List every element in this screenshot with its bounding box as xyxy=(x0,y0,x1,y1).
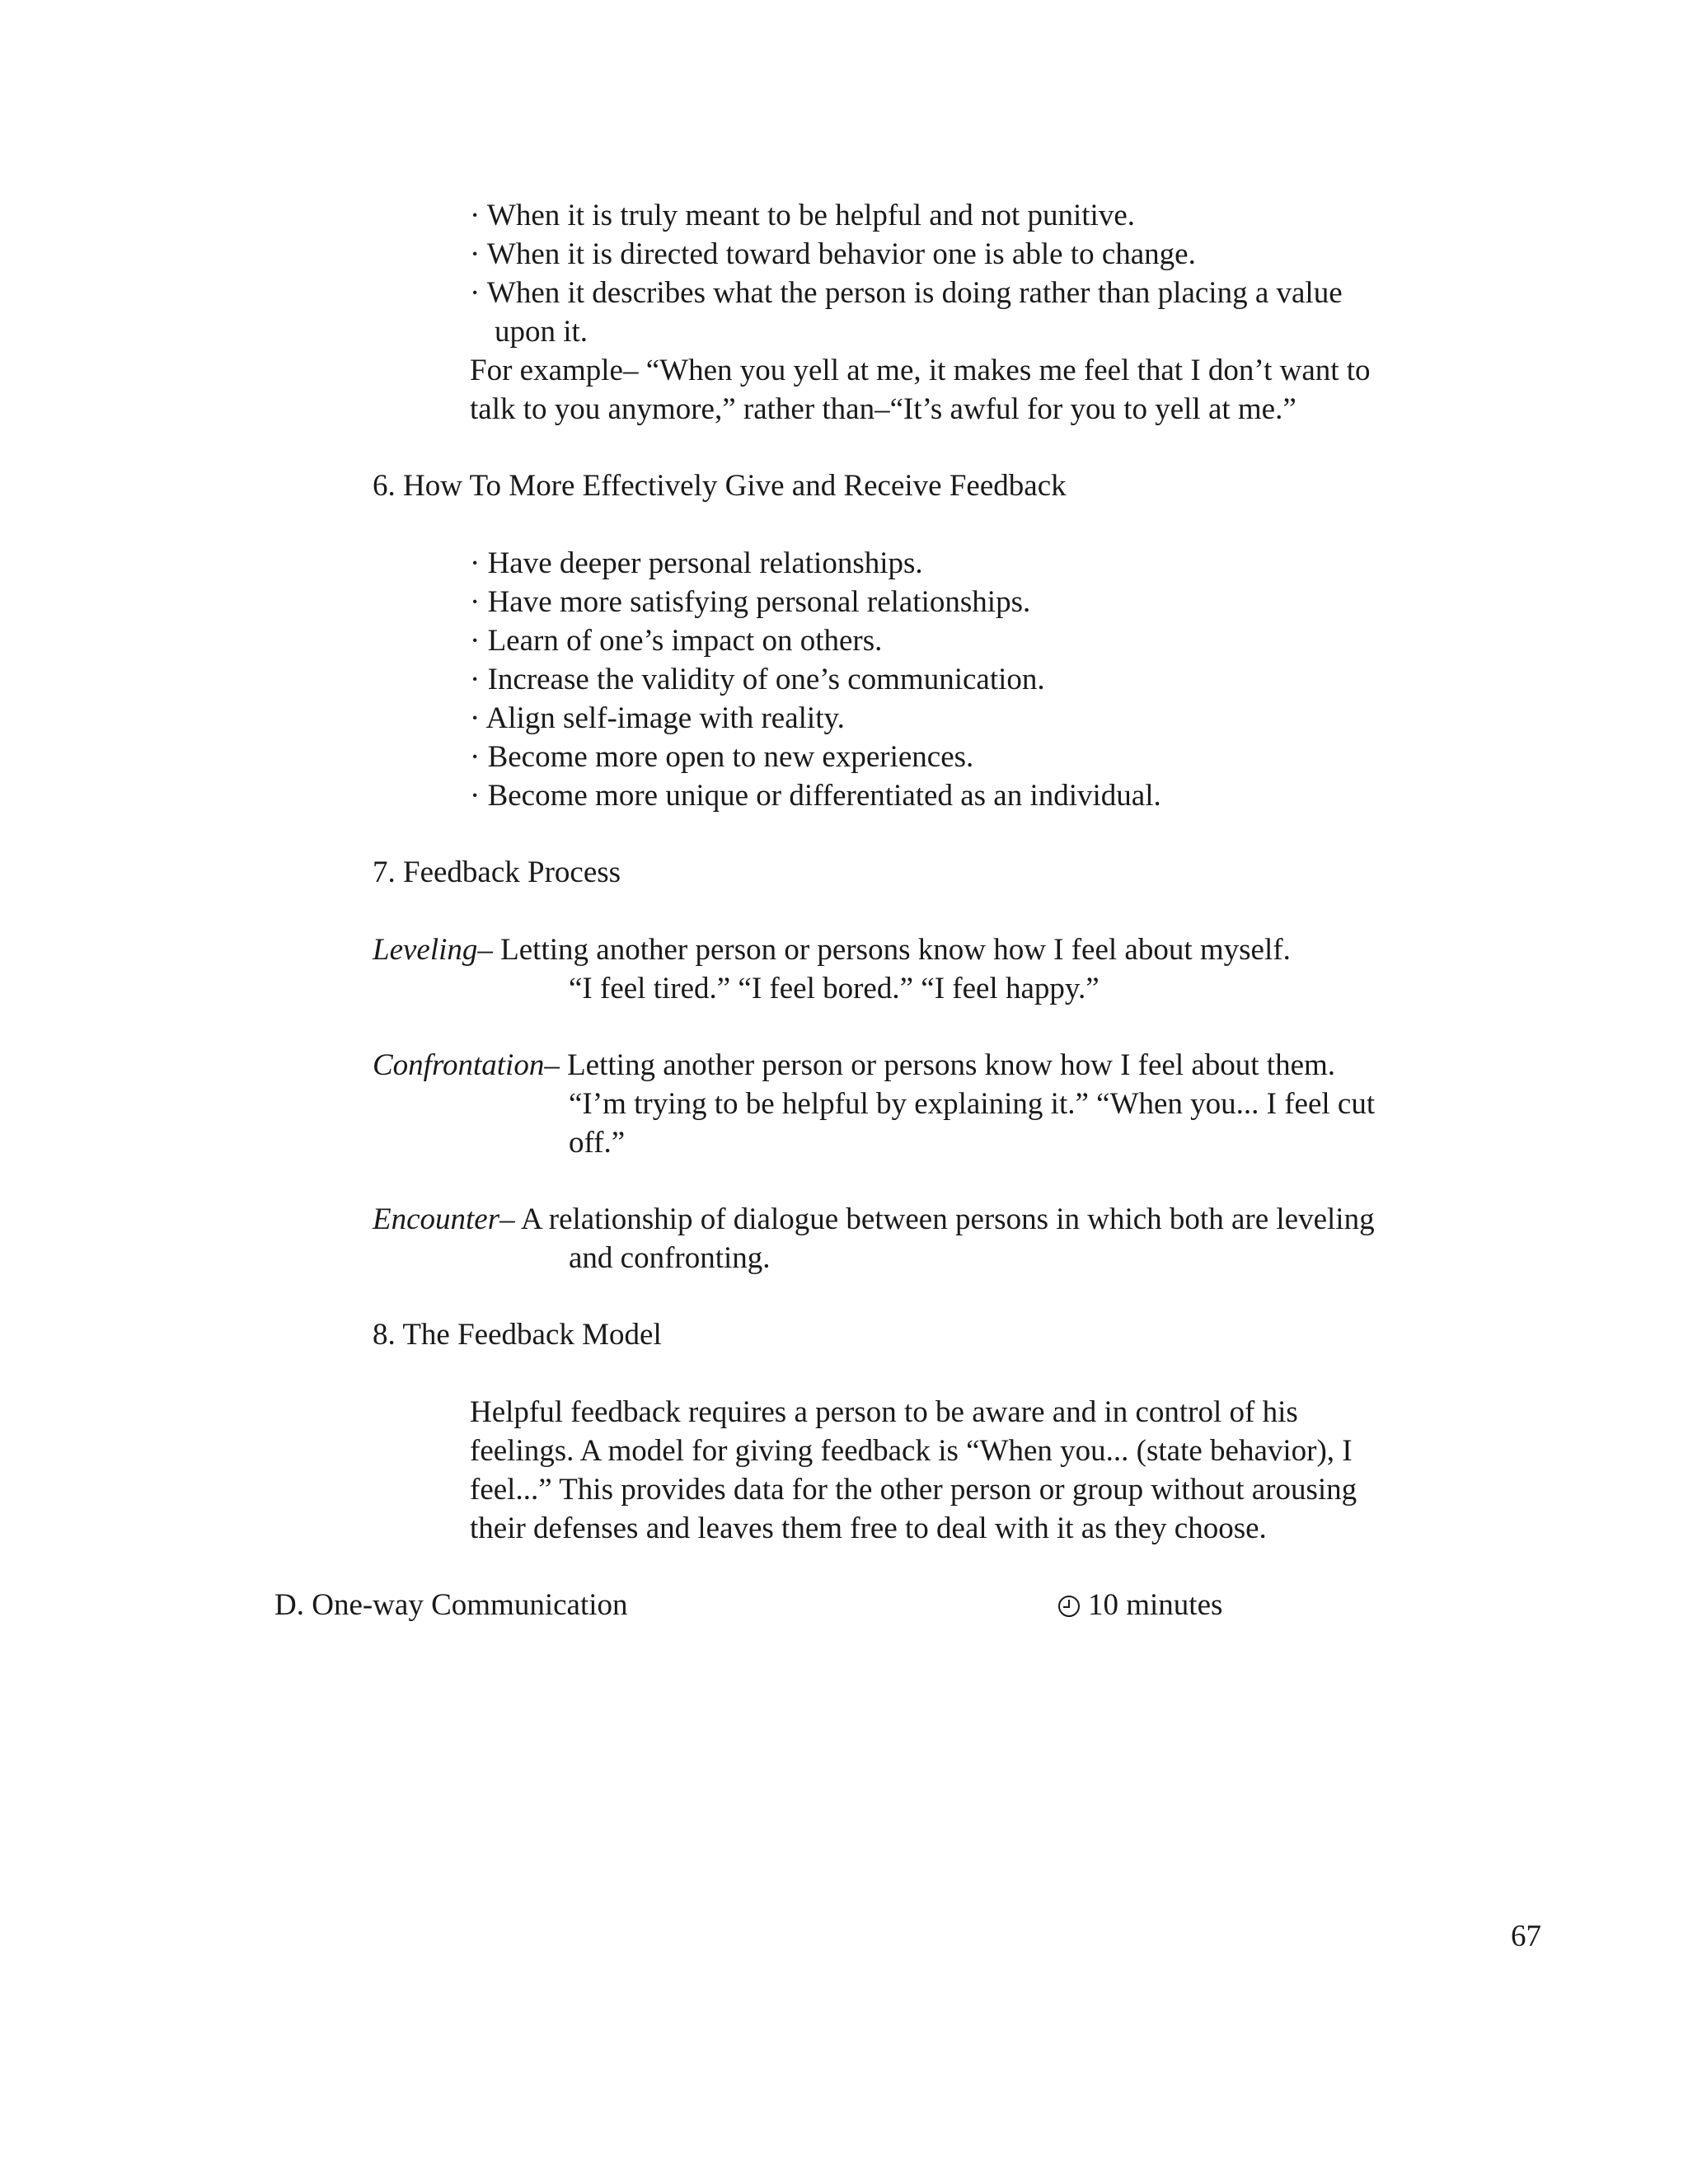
section-d-heading: D. One-way Communication xyxy=(274,1588,628,1622)
section-7-heading: 7. Feedback Process xyxy=(373,855,621,889)
example-line-2: talk to you anymore,” rather than–“It’s awful for you to yell at me.” xyxy=(470,392,1296,426)
list-item: · Become more unique or differentiated as an individual. xyxy=(470,779,1161,813)
leveling-definition xyxy=(373,930,1291,969)
duration-text: 10 minutes xyxy=(1088,1588,1223,1622)
bullet-describes-cont: upon it. xyxy=(495,315,588,349)
model-paragraph-line-3: feel...” This provides data for the other person or group without arousing xyxy=(470,1473,1357,1507)
list-item: · Learn of one’s impact on others. xyxy=(470,624,883,658)
list-item: · Have deeper personal relationships. xyxy=(470,546,923,580)
page-number: 67 xyxy=(1511,1919,1541,1953)
leveling-term: Leveling xyxy=(373,933,478,967)
list-item: · Have more satisfying personal relationships. xyxy=(470,585,1031,619)
example-line-1: For example– “When you yell at me, it makes me feel that I don’t want to xyxy=(470,354,1371,387)
list-item: · Become more open to new experiences. xyxy=(470,740,974,774)
bullet-directed: · When it is directed toward behavior one is able to change. xyxy=(470,237,1196,271)
leveling-text: – Letting another person or persons know how I feel about myself. xyxy=(477,933,1291,967)
duration xyxy=(1058,1586,1222,1624)
encounter-cont: and confronting. xyxy=(569,1241,771,1275)
confrontation-example-1: “I’m trying to be helpful by explaining it.” “When you... I feel cut xyxy=(569,1087,1376,1121)
bullet-helpful: · When it is truly meant to be helpful and not punitive. xyxy=(470,199,1135,232)
encounter-term: Encounter xyxy=(373,1202,500,1236)
model-paragraph-line-2: feelings. A model for giving feedback is “When you... (state behavior), I xyxy=(470,1434,1353,1468)
section-6-heading: 6. How To More Effectively Give and Receive Feedback xyxy=(373,469,1067,503)
confrontation-example-2: off.” xyxy=(569,1126,626,1160)
section-8-heading: 8. The Feedback Model xyxy=(373,1318,662,1352)
model-paragraph-line-1: Helpful feedback requires a person to be aware and in control of his xyxy=(470,1395,1298,1429)
confrontation-term: Confrontation xyxy=(373,1048,545,1082)
bullet-describes: · When it describes what the person is doing rather than placing a value xyxy=(470,276,1343,310)
model-paragraph-line-4: their defenses and leaves them free to deal with it as they choose. xyxy=(470,1511,1267,1545)
encounter-text: – A relationship of dialogue between persons in which both are leveling xyxy=(499,1202,1375,1236)
clock-icon xyxy=(1058,1596,1080,1617)
leveling-example: “I feel tired.” “I feel bored.” “I feel happy.” xyxy=(569,972,1100,1005)
confrontation-text: – Letting another person or persons know how I feel about them. xyxy=(544,1048,1336,1082)
encounter-definition xyxy=(373,1200,1375,1239)
list-item: · Increase the validity of one’s communication. xyxy=(470,663,1045,696)
confrontation-definition xyxy=(373,1046,1335,1085)
list-item: · Align self-image with reality. xyxy=(470,701,845,735)
